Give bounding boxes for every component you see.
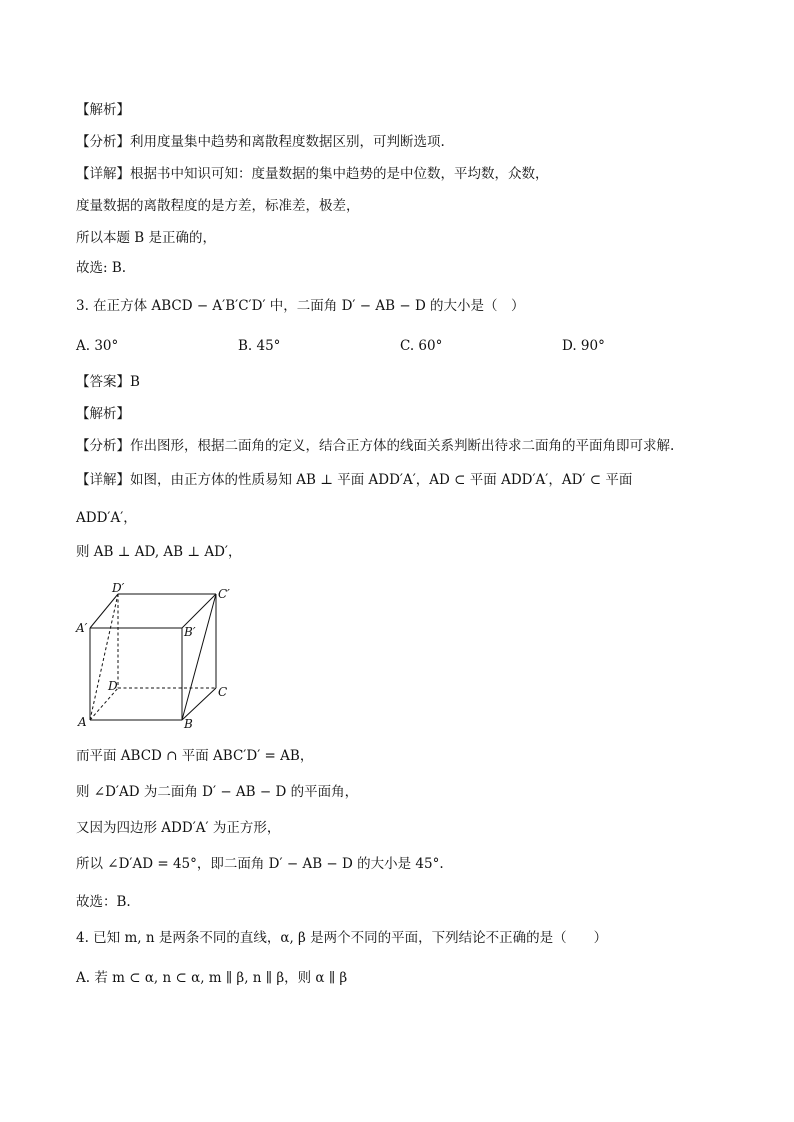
section-heading-jiexi: 【解析】	[76, 102, 130, 118]
option-d: D. 90°	[562, 338, 605, 354]
vertex-label-d: D	[108, 679, 118, 693]
answer-line: 【答案】B	[76, 374, 140, 390]
detail-line: 而平面 ABCD ∩ 平面 ABC′D′ = AB，	[76, 748, 314, 764]
vertex-label-a1: A′	[76, 621, 88, 635]
vertex-label-b: B	[184, 717, 193, 731]
vertex-label-c: C	[218, 685, 228, 699]
cube-figure	[70, 580, 250, 732]
section-heading-jiexi: 【解析】	[76, 406, 130, 422]
choice-line: 故选：B.	[76, 894, 131, 910]
detail-line: 又因为四边形 ADD′A′ 为正方形，	[76, 820, 281, 836]
option-a: A. 30°	[76, 338, 119, 354]
choice-line: 故选: B.	[76, 260, 127, 276]
analysis-line: 【分析】作出图形，根据二面角的定义，结合正方体的线面关系判断出待求二面角的平面角即可求解.	[76, 438, 675, 454]
detail-line: 则 AB ⊥ AD, AB ⊥ AD′，	[76, 544, 242, 560]
detail-line: 所以 ∠D′AD = 45°，即二面角 D′ − AB − D 的大小是 45°.	[76, 856, 444, 872]
detail-line: 所以本题 B 是正确的，	[76, 230, 217, 246]
vertex-label-d1: D′	[112, 581, 125, 595]
detail-line: 则 ∠D′AD 为二面角 D′ − AB − D 的平面角，	[76, 784, 359, 800]
detail-line: 【详解】如图，由正方体的性质易知 AB ⊥ 平面 ADD′A′，AD ⊂ 平面 ADD′A′，AD′ ⊂ 平面	[76, 472, 633, 488]
analysis-line: 【分析】利用度量集中趋势和离散程度数据区别，可判断选项.	[76, 134, 445, 150]
vertex-label-c1: C′	[218, 587, 230, 601]
question-3: 3. 在正方体 ABCD − A′B′C′D′ 中，二面角 D′ − AB − D 的大小是（ ）	[76, 298, 525, 314]
detail-line: 度量数据的离散程度的是方差，标准差，极差，	[76, 198, 360, 214]
question-4: 4. 已知 m, n 是两条不同的直线，α, β 是两个不同的平面，下列结论不正确的是（ ）	[76, 930, 608, 946]
vertex-label-b1: B′	[184, 625, 196, 639]
detail-line: ADD′A′，	[76, 510, 137, 526]
detail-line: 【详解】根据书中知识可知：度量数据的集中趋势的是中位数，平均数，众数，	[76, 166, 549, 182]
option-b: B. 45°	[238, 338, 281, 354]
question-4-option-a: A. 若 m ⊂ α, n ⊂ α, m ∥ β, n ∥ β，则 α ∥ β	[76, 970, 348, 986]
vertex-label-a: A	[78, 715, 87, 729]
option-c: C. 60°	[400, 338, 443, 354]
